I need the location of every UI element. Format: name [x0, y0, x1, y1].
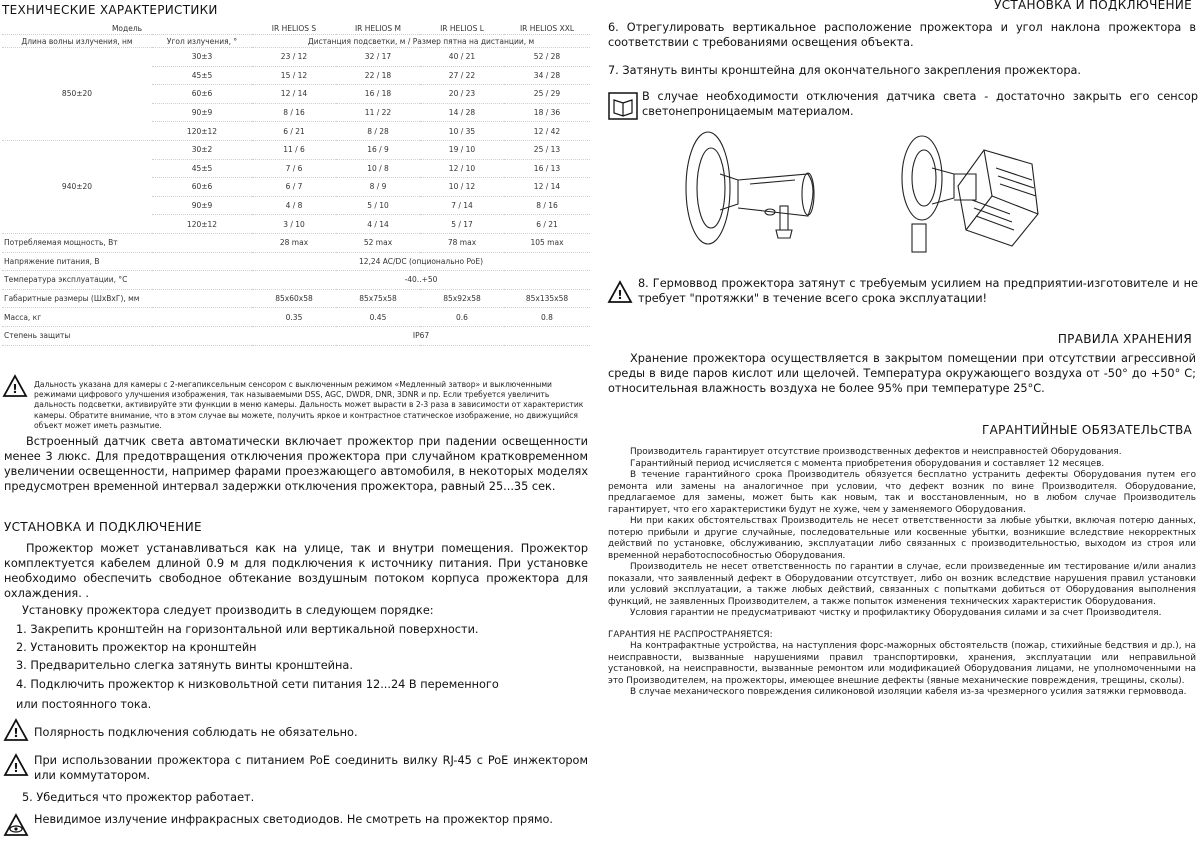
distance-cell: 7 / 6 [252, 159, 336, 178]
bracket-drawing [680, 128, 830, 248]
book-icon [608, 92, 638, 120]
distance-cell: 20 / 23 [420, 85, 504, 104]
distance-cell: 16 / 13 [504, 159, 590, 178]
angle-cell: 90±9 [152, 103, 252, 122]
distance-cell: 5 / 10 [336, 196, 420, 215]
step-7: 7. Затянуть винты кронштейна для окончательного закрепления прожектора. [608, 64, 1082, 77]
dimensions-value: 85х135х58 [504, 289, 590, 308]
caution-icon [3, 753, 29, 777]
table-row [2, 233, 590, 252]
table-row [2, 140, 590, 159]
sensor-paragraph: Встроенный датчик света автоматически включает прожектор при падении освещенности менее 3 люкс. Для предотвращения отключения прожектора при случайном кратковременном увеличении освещенности, например фарами проезжающего автомобиля, в некоторых моделях предусмотрен временной интервал задержки отключения прожектора, равный 25...35 сек. [4, 435, 588, 493]
distance-cell: 11 / 22 [336, 103, 420, 122]
step-6: 6. Отрегулировать вертикальное расположение прожектора и угол наклона прожектора в соответствии с требованиями освещения объекта. [608, 21, 1196, 49]
mass-value: 0.8 [504, 308, 590, 327]
not-covered-paragraph: В случае механического повреждения силиконовой изоляции кабеля из-за чрезмерного усилия затяжки гермоввода. [630, 687, 1187, 697]
distance-cell: 11 / 6 [252, 140, 336, 159]
table-header-row [2, 22, 590, 35]
caution-icon [3, 718, 29, 742]
distance-cell: 32 / 17 [336, 48, 420, 67]
table-row [2, 252, 590, 271]
power-label: Потребляемая мощность, Вт [2, 233, 252, 252]
distance-cell: 23 / 12 [252, 48, 336, 67]
angle-cell: 120±12 [152, 122, 252, 141]
distance-cell: 34 / 28 [504, 66, 590, 85]
distance-cell: 27 / 22 [420, 66, 504, 85]
distance-cell: 4 / 14 [336, 215, 420, 234]
table-row [2, 289, 590, 308]
polarity-note: Полярность подключения соблюдать не обязательно. [34, 726, 358, 739]
model-name: IR HELIOS M [336, 22, 420, 35]
protection-value: IP67 [252, 326, 590, 345]
dimensions-label: Габаритные размеры (ШхВхГ), мм [2, 289, 252, 308]
distance-cell: 12 / 14 [504, 178, 590, 197]
table-row [2, 48, 590, 67]
distance-cell: 16 / 18 [336, 85, 420, 104]
voltage-value: 12,24 AC/DC (опционально PoE) [252, 252, 590, 271]
voltage-label: Напряжение питания, В [2, 252, 252, 271]
dimensions-value: 85х75х58 [336, 289, 420, 308]
table-row [2, 326, 590, 345]
warranty-paragraph: Ни при каких обстоятельствах Производитель не несет ответственности за любые убытки, включая потерю данных, потерю прибыли и другие случайные, последовательные или косвенные убытки, возникшие вследствие некорректных действий по установке, обслуживанию, эксплуатации либо связанных с производительностью, выходом из строя или временной неработоспособностью Оборудования. [608, 516, 1196, 561]
wavelength-cell: 940±20 [2, 140, 152, 233]
step-4: 4. Подключить прожектор к низковольтной сети питания 12...24 В переменного [16, 678, 499, 691]
distance-cell: 12 / 10 [420, 159, 504, 178]
storage-paragraph: Хранение прожектора осуществляется в закрытом помещении при отсутствии агрессивной среды в виде паров кислот или щелочей. Температура окружающего воздуха от -50° до +50° С; относительная влажность воздуха не более 95% при температуре 25°С. [608, 352, 1196, 395]
header-model: Модель [2, 22, 252, 35]
warranty-paragraph: Производитель не несет ответственность по гарантии в случае, если произведенные им тестирование и/или анализ показали, что заявленный дефект в Оборудовании отсутствует, либо он возник вследствие нарушения правил установки или условий эксплуатации, а также любых действий, связанных с попытками добиться от Оборудования выполнения функций, не заявленных Производителем, а также попыток изменения технических характеристик Оборудования. [608, 562, 1196, 607]
distance-cell: 19 / 10 [420, 140, 504, 159]
caution-icon [607, 280, 633, 304]
distance-cell: 6 / 21 [252, 122, 336, 141]
distance-cell: 3 / 10 [252, 215, 336, 234]
model-name: IR HELIOS L [420, 22, 504, 35]
angle-cell: 60±6 [152, 85, 252, 104]
temperature-value: -40..+50 [252, 271, 590, 290]
power-value: 78 max [420, 233, 504, 252]
angle-cell: 30±2 [152, 140, 252, 159]
wavelength-cell: 850±20 [2, 48, 152, 141]
angle-cell: 90±9 [152, 196, 252, 215]
distance-cell: 10 / 35 [420, 122, 504, 141]
distance-cell: 8 / 16 [504, 196, 590, 215]
angle-cell: 120±12 [152, 215, 252, 234]
poe-note: При использовании прожектора с питанием PoE соединить вилку RJ-45 с PoE инжектором или коммутатором. [34, 754, 588, 782]
spec-table [2, 22, 590, 346]
model-name: IR HELIOS XXL [504, 22, 590, 35]
table-row [2, 271, 590, 290]
power-value: 105 max [504, 233, 590, 252]
angle-cell: 45±5 [152, 159, 252, 178]
distance-cell: 14 / 28 [420, 103, 504, 122]
distance-cell: 25 / 29 [504, 85, 590, 104]
spec-title: ТЕХНИЧЕСКИЕ ХАРАКТЕРИСТИКИ [2, 3, 218, 17]
ir-warning: Невидимое излучение инфракрасных светодиодов. Не смотреть на прожектор прямо. [34, 813, 554, 826]
svg-text:!: ! [13, 761, 19, 775]
svg-text:!: ! [617, 288, 623, 302]
step-3: 3. Предварительно слегка затянуть винты кронштейна. [16, 659, 353, 672]
svg-text:!: ! [13, 726, 19, 740]
install-title: УСТАНОВКА И ПОДКЛЮЧЕНИЕ [4, 520, 202, 534]
warranty-paragraph: Производитель гарантирует отсутствие производственных дефектов и неисправностей Оборудования. [630, 447, 1122, 457]
distance-cell: 8 / 9 [336, 178, 420, 197]
dimensions-value: 85х60х58 [252, 289, 336, 308]
distance-cell: 10 / 8 [336, 159, 420, 178]
step-2: 2. Установить прожектор на кронштейн [16, 641, 257, 654]
distance-cell: 6 / 7 [252, 178, 336, 197]
install-paragraph: Прожектор может устанавливаться как на улице, так и внутри помещения. Прожектор комплектуется кабелем длиной 0.9 м для подключения к источнику питания. При установке необходимо обеспечить свободное обтекание воздушным потоком корпуса прожектора для охлаждения. . [4, 542, 588, 600]
angle-cell: 60±6 [152, 178, 252, 197]
model-name: IR HELIOS S [252, 22, 336, 35]
mass-value: 0.35 [252, 308, 336, 327]
distance-cell: 22 / 18 [336, 66, 420, 85]
distance-cell: 8 / 28 [336, 122, 420, 141]
svg-text:!: ! [12, 382, 18, 396]
order-text: Установку прожектора следует производить в следующем порядке: [22, 604, 434, 617]
mass-value: 0.45 [336, 308, 420, 327]
distance-cell: 10 / 12 [420, 178, 504, 197]
distance-cell: 18 / 36 [504, 103, 590, 122]
distance-cell: 7 / 14 [420, 196, 504, 215]
header-wavelength: Длина волны излучения, нм [2, 35, 152, 48]
projector-on-bracket-drawing [892, 128, 1042, 258]
mass-value: 0.6 [420, 308, 504, 327]
warranty-title: ГАРАНТИЙНЫЕ ОБЯЗАТЕЛЬСТВА [981, 423, 1192, 437]
distance-cell: 8 / 16 [252, 103, 336, 122]
angle-cell: 30±3 [152, 48, 252, 67]
distance-cell: 12 / 14 [252, 85, 336, 104]
warranty-text [608, 447, 1196, 699]
camera-note: Дальность указана для камеры с 2-мегапиксельным сенсором с выключенным режимом «Медленный затвор» и выключенными режимами цифрового улучшения изображения, так называемыми DSS, AGC, DWDR, DNR, 3DNR и пр. Если требуется увеличить дальность подсветки, активируйте эти функции в меню камеры. Дальность может вырасти в 2-3 раза в зависимости от характеристик камеры. Обратите внимание, что в этом случае вы можете, получить яркое и контрастное статическое изображение, но движущийся объект может иметь размытие. [34, 380, 584, 430]
right-title: УСТАНОВКА И ПОДКЛЮЧЕНИЕ [994, 0, 1192, 12]
table-row [2, 308, 590, 327]
warranty-paragraph: Условия гарантии не предусматривают чистку и профилактику Оборудования силами и за счет Производителя. [630, 608, 1162, 618]
power-value: 52 max [336, 233, 420, 252]
dimensions-value: 85х92х58 [420, 289, 504, 308]
header-angle: Угол излучения, ° [152, 35, 252, 48]
warranty-paragraph: Гарантийный период исчисляется с момента приобретения оборудования и составляет 12 месяцев. [630, 458, 1105, 469]
temperature-label: Температура эксплуатации, °С [2, 271, 252, 290]
not-covered-title: ГАРАНТИЯ НЕ РАСПРОСТРАНЯЕТСЯ: [608, 629, 773, 640]
step-4-continuation: или постоянного тока. [16, 698, 152, 711]
distance-cell: 4 / 8 [252, 196, 336, 215]
not-covered-paragraph: На контрафактные устройства, на наступления форс-мажорных обстоятельств (пожар, стихийные бедствия и др.), на неисправности, вызванные нарушениями правил транспортировки, хранения, эксплуатации или неправильной установкой, на неисправности, вызванные ремонтом или модификацией Оборудования лицами, не уполномоченными на это Производителем, на прожекторы, имеющее внешние дефекты (явные механические повреждения, трещины, сколы). [608, 641, 1196, 686]
distance-cell: 52 / 28 [504, 48, 590, 67]
distance-cell: 15 / 12 [252, 66, 336, 85]
power-value: 28 max [252, 233, 336, 252]
distance-cell: 40 / 21 [420, 48, 504, 67]
sensor-cover-note: В случае необходимости отключения датчика света - достаточно закрыть его сенсор светонепроницаемым материалом. [642, 90, 1198, 118]
header-distance: Дистанция подсветки, м / Размер пятна на дистанции, м [252, 35, 590, 48]
distance-cell: 12 / 42 [504, 122, 590, 141]
angle-cell: 45±5 [152, 66, 252, 85]
distance-cell: 25 / 13 [504, 140, 590, 159]
distance-cell: 6 / 21 [504, 215, 590, 234]
distance-cell: 5 / 17 [420, 215, 504, 234]
table-header-row [2, 35, 590, 48]
protection-label: Степень защиты [2, 326, 252, 345]
eye-warning-icon [3, 813, 29, 837]
caution-icon [2, 374, 28, 398]
step-1: 1. Закрепить кронштейн на горизонтальной или вертикальной поверхности. [16, 623, 479, 636]
step-8: 8. Гермоввод прожектора затянут с требуемым усилием на предприятии-изготовителе и не требует "протяжки" в течение всего срока эксплуатации! [638, 277, 1198, 305]
mass-label: Масса, кг [2, 308, 252, 327]
warranty-paragraph: В течение гарантийного срока Производитель обязуется бесплатно устранить дефекты Оборудования путем его ремонта или замены на аналогичное при условии, что дефект возник по вине Производителя. Оборудование, предлагаемое для замены, может быть как новым, так и восстановленным, но в любом случае Производитель гарантирует, что его характеристики будут не хуже, чем у заменяемого Оборудования. [608, 470, 1196, 515]
distance-cell: 16 / 9 [336, 140, 420, 159]
storage-title: ПРАВИЛА ХРАНЕНИЯ [1057, 332, 1192, 346]
step-5: 5. Убедиться что прожектор работает. [22, 791, 255, 804]
